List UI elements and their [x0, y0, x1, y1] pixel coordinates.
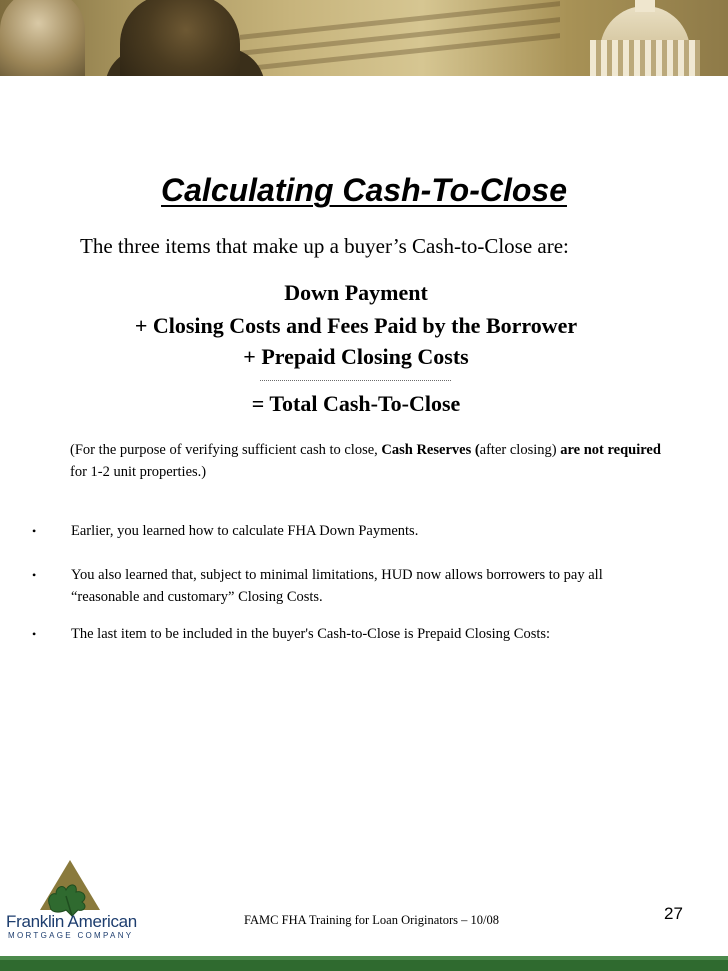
- header-banner-image: [0, 0, 728, 76]
- company-logo-name: Franklin American: [6, 912, 137, 931]
- slide-title: Calculating Cash-To-Close: [161, 172, 567, 208]
- cash-reserves-note: (For the purpose of verifying sufficient cash to close, Cash Reserves (after closing) are not required for 1-2 unit properties.): [70, 442, 661, 480]
- bullet-text: Earlier, you learned how to calculate FHA Down Payments.: [71, 523, 419, 539]
- formula-down-payment: Down Payment: [284, 280, 428, 305]
- formula-total: = Total Cash-To-Close: [251, 391, 461, 416]
- page-number: 27: [664, 904, 683, 923]
- formula-divider: [260, 380, 451, 381]
- footer-bar: [0, 956, 728, 971]
- bullet-marker: •: [32, 568, 37, 582]
- footer-text: FAMC FHA Training for Loan Originators – 10/08: [244, 913, 499, 927]
- formula-prepaid-costs: + Prepaid Closing Costs: [243, 344, 469, 369]
- bullet-text: You also learned that, subject to minimal limitations, HUD now allows borrowers to pay all “reasonable and customary” Closing Costs.: [71, 567, 603, 605]
- intro-text: The three items that make up a buyer’s Cash-to-Close are:: [80, 234, 569, 258]
- company-logo-subtitle: MORTGAGE COMPANY: [8, 931, 134, 940]
- bullet-marker: •: [32, 627, 37, 641]
- bullet-text: The last item to be included in the buyer's Cash-to-Close is Prepaid Closing Costs:: [71, 626, 551, 642]
- bullet-marker: •: [32, 524, 37, 538]
- formula-closing-costs: + Closing Costs and Fees Paid by the Borrower: [134, 313, 578, 338]
